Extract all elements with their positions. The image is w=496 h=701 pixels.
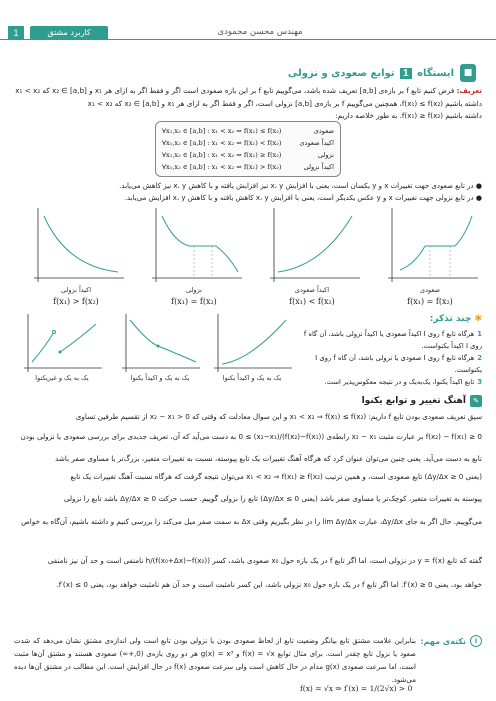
chapter-tag: کاربرد مشتق [30, 26, 108, 40]
note-text: هرگاه تابع f روی I صعودی یا نزولی باشد، آن گاه f روی I یکنواست. [315, 354, 482, 374]
tip-title: نکته‌ی مهم: [420, 636, 466, 646]
rate-paragraph: می‌گوییم. حال اگر به جای Δy/Δx، عبارت lim Δy/Δx را در نظر بگیریم وقتی Δx به سمت صفر میل می‌کند را بررسی کنیم و داشته باشیم، آن‌گاه به خواص [21, 517, 482, 526]
defbox-row-name: اکیداً نزولی [303, 163, 334, 171]
graph-caption: اکیداً نزولی [60, 286, 92, 294]
section-heading [288, 64, 476, 82]
pencil-icon: ✎ [470, 395, 482, 407]
graph-one-to-one-nonmonotonic [20, 312, 104, 374]
note-item: 3تابع اکیداً یکنوا، یک‌به‌یک و در نتیجه معکوس‌پذیر است. [324, 378, 482, 386]
definition-text-2: داشته باشیم f(x₁) ≤ f(x₂)، همچنین می‌گوییم f بر بازه‌ی [a,b] نزولی است، اگر و فقط اگر به ازای هر x₁ و x₂ ∈ [a,b] که x₁ < x₂ [87, 99, 482, 108]
defbox-row [162, 161, 334, 173]
note-text: تابع اکیداً یکنوا، یک‌به‌یک و در نتیجه معکوس‌پذیر است. [324, 378, 475, 386]
graph-caption: صعودی [420, 286, 440, 294]
station-icon: ■ [460, 64, 476, 82]
note-text: هرگاه تابع f روی I اکیداً صعودی یا اکیداً نزولی باشد، آن گاه f روی I اکیداً یکنواست. [303, 330, 482, 350]
defbox-row-name: نزولی [317, 151, 334, 159]
graph-caption: نزولی [186, 286, 202, 294]
info-icon: i [470, 635, 482, 647]
tip-heading [420, 635, 482, 647]
graph-one-to-one-monotonic-b [210, 312, 294, 374]
author-name: مهندس محسن محمودی [217, 27, 303, 37]
defbox-row [162, 125, 334, 137]
definition-text-1: فرض کنیم تابع f بر بازه‌ی [a,b] تعریف شده باشد، می‌گوییم تابع f بر این بازه صعودی است اگر و فقط اگر به ازای هر x₁ و x₂ ∈ [a,b] که x₁ < x₂ [15, 86, 455, 95]
section-title [288, 68, 454, 79]
note-item: 1هرگاه تابع f روی I اکیداً صعودی یا اکیداً نزولی باشد، آن گاه f روی I اکیداً یکنواست. [303, 330, 482, 350]
bullet-text: در تابع صعودی جهت تغییرات x و y یکسان است، یعنی با افزایش x، y نیز افزایش یافته و با کاهش x، y نیز کاهش می‌یابد. [119, 182, 474, 190]
rate-paragraph: (یعنی Δy/Δx ≥ 0) تابع صعودی است، و همین ترتیب x₁ < x₂ ⇒ f(x₁) ≥ f(x₂) می‌توان نتیجه گرفت که هرگاه نسبت آهنگ تغییرات یک تابع [70, 472, 482, 481]
graph-caption: یک به یک و غیریکنوا [35, 374, 89, 382]
note-item: 2هرگاه تابع f روی I صعودی یا نزولی باشد، آن گاه f روی I یکنواست. [315, 354, 482, 374]
graph-formula: f(x₁) = f(x₂) [171, 297, 217, 306]
section-number: 1 [400, 68, 412, 79]
graph-formula: f(x₁) < f(x₂) [289, 297, 335, 306]
page-header [0, 0, 496, 40]
graph-one-to-one-monotonic-a [118, 312, 202, 374]
definition-label: تعریف: [456, 86, 482, 95]
rate-paragraph: گفته که تابع y = f(x) در نزولی است، اما اگر تابع f در یک بازه حول x₀ صعودی باشد، کسر (f(x₀+Δx)−f(x₀))/h نامنفی است و حد آن نیز نامنفی [47, 556, 482, 565]
graph-formula: f(x₁) > f(x₂) [53, 297, 99, 306]
rate-heading [362, 395, 482, 407]
rate-paragraph: پیوسته به تغییرات متغیر، کوچک‌تر یا مساوی صفر باشد (یعنی Δy/Δx ≤ 0) تابع را نزولی گوییم. حسب حرکت Δy/Δx ≥ 0 باشد تابع را نزولی [63, 494, 482, 503]
graph-caption: یک به یک و اکیداً یکنوا [222, 374, 282, 382]
graph-decreasing [144, 206, 244, 286]
defbox-row-name: صعودی [313, 127, 334, 135]
lightbulb-icon: ✱ [474, 314, 482, 324]
bullet-decreasing: ● در تابع نزولی جهت تغییرات x و y عکس یکدیگر است، یعنی با افزایش x، y کاهش یافته و با کاهش x، y افزایش می‌یابد. [124, 194, 482, 202]
tip-equation: f(x) = √x ⇒ f′(x) = 1/(2√x) > 0 [300, 684, 413, 693]
notes-heading [430, 314, 482, 324]
tip-text: بنابراین علامت مشتق تابع بیانگر وضعیت تابع از لحاظ صعودی بودن یا نزولی بودن تابع است ولی اندازه‌ی مشتق نشان می‌دهد که شدت صعود یا نزول تابع چقدر است. برای مثال توابع f(x) = √x و g(x) = x³ هر دو روی بازه‌ی (0,+∞) صعودی هستند و مشتق آن‌ها مثبت است، اما سرعت صعودی g(x) مدام در حال کاهش است ولی سرعت صعودی f(x) در حال افزایش است. این مطالب در مشتق آن‌ها دیده می‌شود. [14, 637, 416, 684]
bullet-increasing: ● در تابع صعودی جهت تغییرات x و y یکسان است، یعنی با افزایش x، y نیز افزایش یافته و با کاهش x، y نیز کاهش می‌یابد. [119, 182, 482, 190]
defbox-row-name: اکیداً صعودی [299, 139, 334, 147]
rate-paragraph: تابع به دست می‌آید. یعنی چنین می‌توان عنوان کرد که هرگاه آهنگ تغییرات یک تابع پیوسته، نسبت به تغییرات متغیر، بزرگ‌تر یا مساوی صفر باشد [55, 454, 482, 463]
page-number: 1 [8, 26, 24, 40]
rate-paragraph: f(x₂) − f(x₁) ≥ 0 بر عبارت مثبت x₂ − x₁ رابطه‌ی (f(x₂)−f(x₁))/(x₂−x₁) ≥ 0 به دست می‌آید که آن، تعریف جدیدی برای بررسی صعودی یا نزولی بودن [20, 432, 482, 441]
notes-title: چند تذکر: [429, 314, 472, 324]
rate-paragraph: سیق تعریف صعودی بودن تابع f داریم: x₁ < x₂ ⇒ f(x₁) ≤ f(x₂) و این سوال معادلت که وقتی که x₂ − x₁ > 0 از تقسیم طرفین تساوی [75, 412, 482, 421]
bullet-text: در تابع نزولی جهت تغییرات x و y عکس یکدیگر است، یعنی با افزایش x، y کاهش یافته و با کاهش x، y افزایش می‌یابد. [124, 194, 474, 202]
graph-formula: f(x₁) = f(x₂) [407, 297, 453, 306]
defbox-row-formula: ∀x₁,x₂ ∈ [a,b] : x₁ < x₂ ⇒ f(x₁) < f(x₂) [162, 139, 282, 147]
rate-title: آهنگ تغییر و توابع یکنوا [361, 396, 466, 406]
definition-text-3: داشته باشیم f(x₁) ≥ f(x₂). به طور خلاصه داریم: [335, 111, 482, 120]
graph-increasing [380, 206, 480, 286]
graph-strictly-increasing [262, 206, 362, 286]
graph-caption: یک به یک و اکیداً یکنوا [130, 374, 190, 382]
definition-box [155, 121, 341, 177]
section-title-text: توابع صعودی و نزولی [287, 67, 395, 79]
defbox-row-formula: ∀x₁,x₂ ∈ [a,b] : x₁ < x₂ ⇒ f(x₁) ≤ f(x₂) [162, 127, 282, 135]
defbox-row [162, 149, 334, 161]
definition-p1 [14, 84, 482, 97]
graph-strictly-decreasing [26, 206, 126, 286]
defbox-row-formula: ∀x₁,x₂ ∈ [a,b] : x₁ < x₂ ⇒ f(x₁) ≥ f(x₂) [162, 151, 282, 159]
section-label: ایستگاه [417, 67, 454, 79]
defbox-row-formula: ∀x₁,x₂ ∈ [a,b] : x₁ < x₂ ⇒ f(x₁) > f(x₂) [162, 163, 282, 171]
rate-paragraph: خواهد بود، یعنی f′(x) ≥ 0. اما اگر تابع f در یک بازه حول x₀ نزولی باشد، این کسر نامثبت است و حد آن هم نامثبت خواهد بود، یعنی f′(x) ≤ 0. [56, 580, 482, 589]
defbox-row [162, 137, 334, 149]
graph-caption: اکیداً صعودی [294, 286, 330, 294]
